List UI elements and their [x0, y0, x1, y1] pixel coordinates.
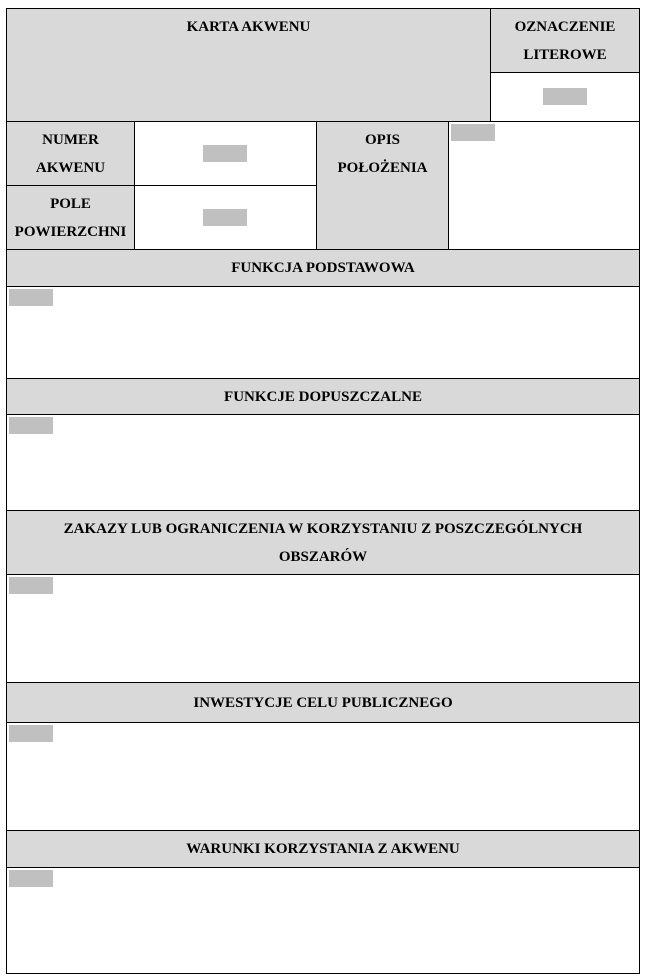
area-value-field[interactable]	[203, 209, 247, 226]
location-value-field[interactable]	[451, 124, 495, 141]
usage-conditions-body	[7, 868, 639, 973]
usage-conditions-header	[7, 831, 639, 868]
public-investments-field[interactable]	[9, 725, 53, 742]
primary-function-field[interactable]	[9, 289, 53, 306]
restrictions-header	[7, 511, 639, 575]
basin-card-form	[6, 8, 640, 974]
permitted-functions-label: FUNKCJE DOPUSZCZALNE	[224, 388, 422, 405]
restrictions-body	[7, 575, 639, 683]
card-title-cell	[7, 9, 491, 122]
letter-code-value-field[interactable]	[543, 88, 587, 105]
permitted-functions-body	[7, 415, 639, 511]
usage-conditions-field[interactable]	[9, 870, 53, 887]
area-value-cell	[135, 186, 317, 250]
public-investments-body	[7, 723, 639, 831]
basin-number-value-cell	[135, 122, 317, 186]
public-investments-header	[7, 683, 639, 723]
location-value-cell	[449, 122, 639, 250]
location-label: OPIS POŁOŻENIA	[337, 132, 428, 176]
card-title: KARTA AKWENU	[186, 19, 311, 35]
permitted-functions-field[interactable]	[9, 417, 53, 434]
permitted-functions-header	[7, 379, 639, 415]
primary-function-header	[7, 250, 639, 287]
primary-function-label: FUNKCJA PODSTAWOWA	[231, 260, 415, 276]
restrictions-field[interactable]	[9, 577, 53, 594]
letter-code-label-cell	[491, 9, 639, 73]
basin-number-value-field[interactable]	[203, 145, 247, 162]
usage-conditions-label: WARUNKI KORZYSTANIA Z AKWENU	[186, 841, 460, 857]
area-label-cell	[7, 186, 135, 250]
area-label: POLE POWIERZCHNI	[14, 195, 127, 240]
basin-number-label-cell	[7, 122, 135, 186]
location-label-cell	[317, 122, 449, 250]
restrictions-label: ZAKAZY LUB OGRANICZENIA W KORZYSTANIU Z POSZCZEGÓLNYCH OBSZARÓW	[63, 520, 583, 565]
letter-code-label: OZNACZENIE LITEROWE	[514, 19, 616, 63]
primary-function-body	[7, 287, 639, 379]
public-investments-label: INWESTYCJE CELU PUBLICZNEGO	[193, 694, 453, 711]
letter-code-value-cell	[491, 73, 639, 122]
basin-number-label: NUMER AKWENU	[35, 131, 106, 176]
